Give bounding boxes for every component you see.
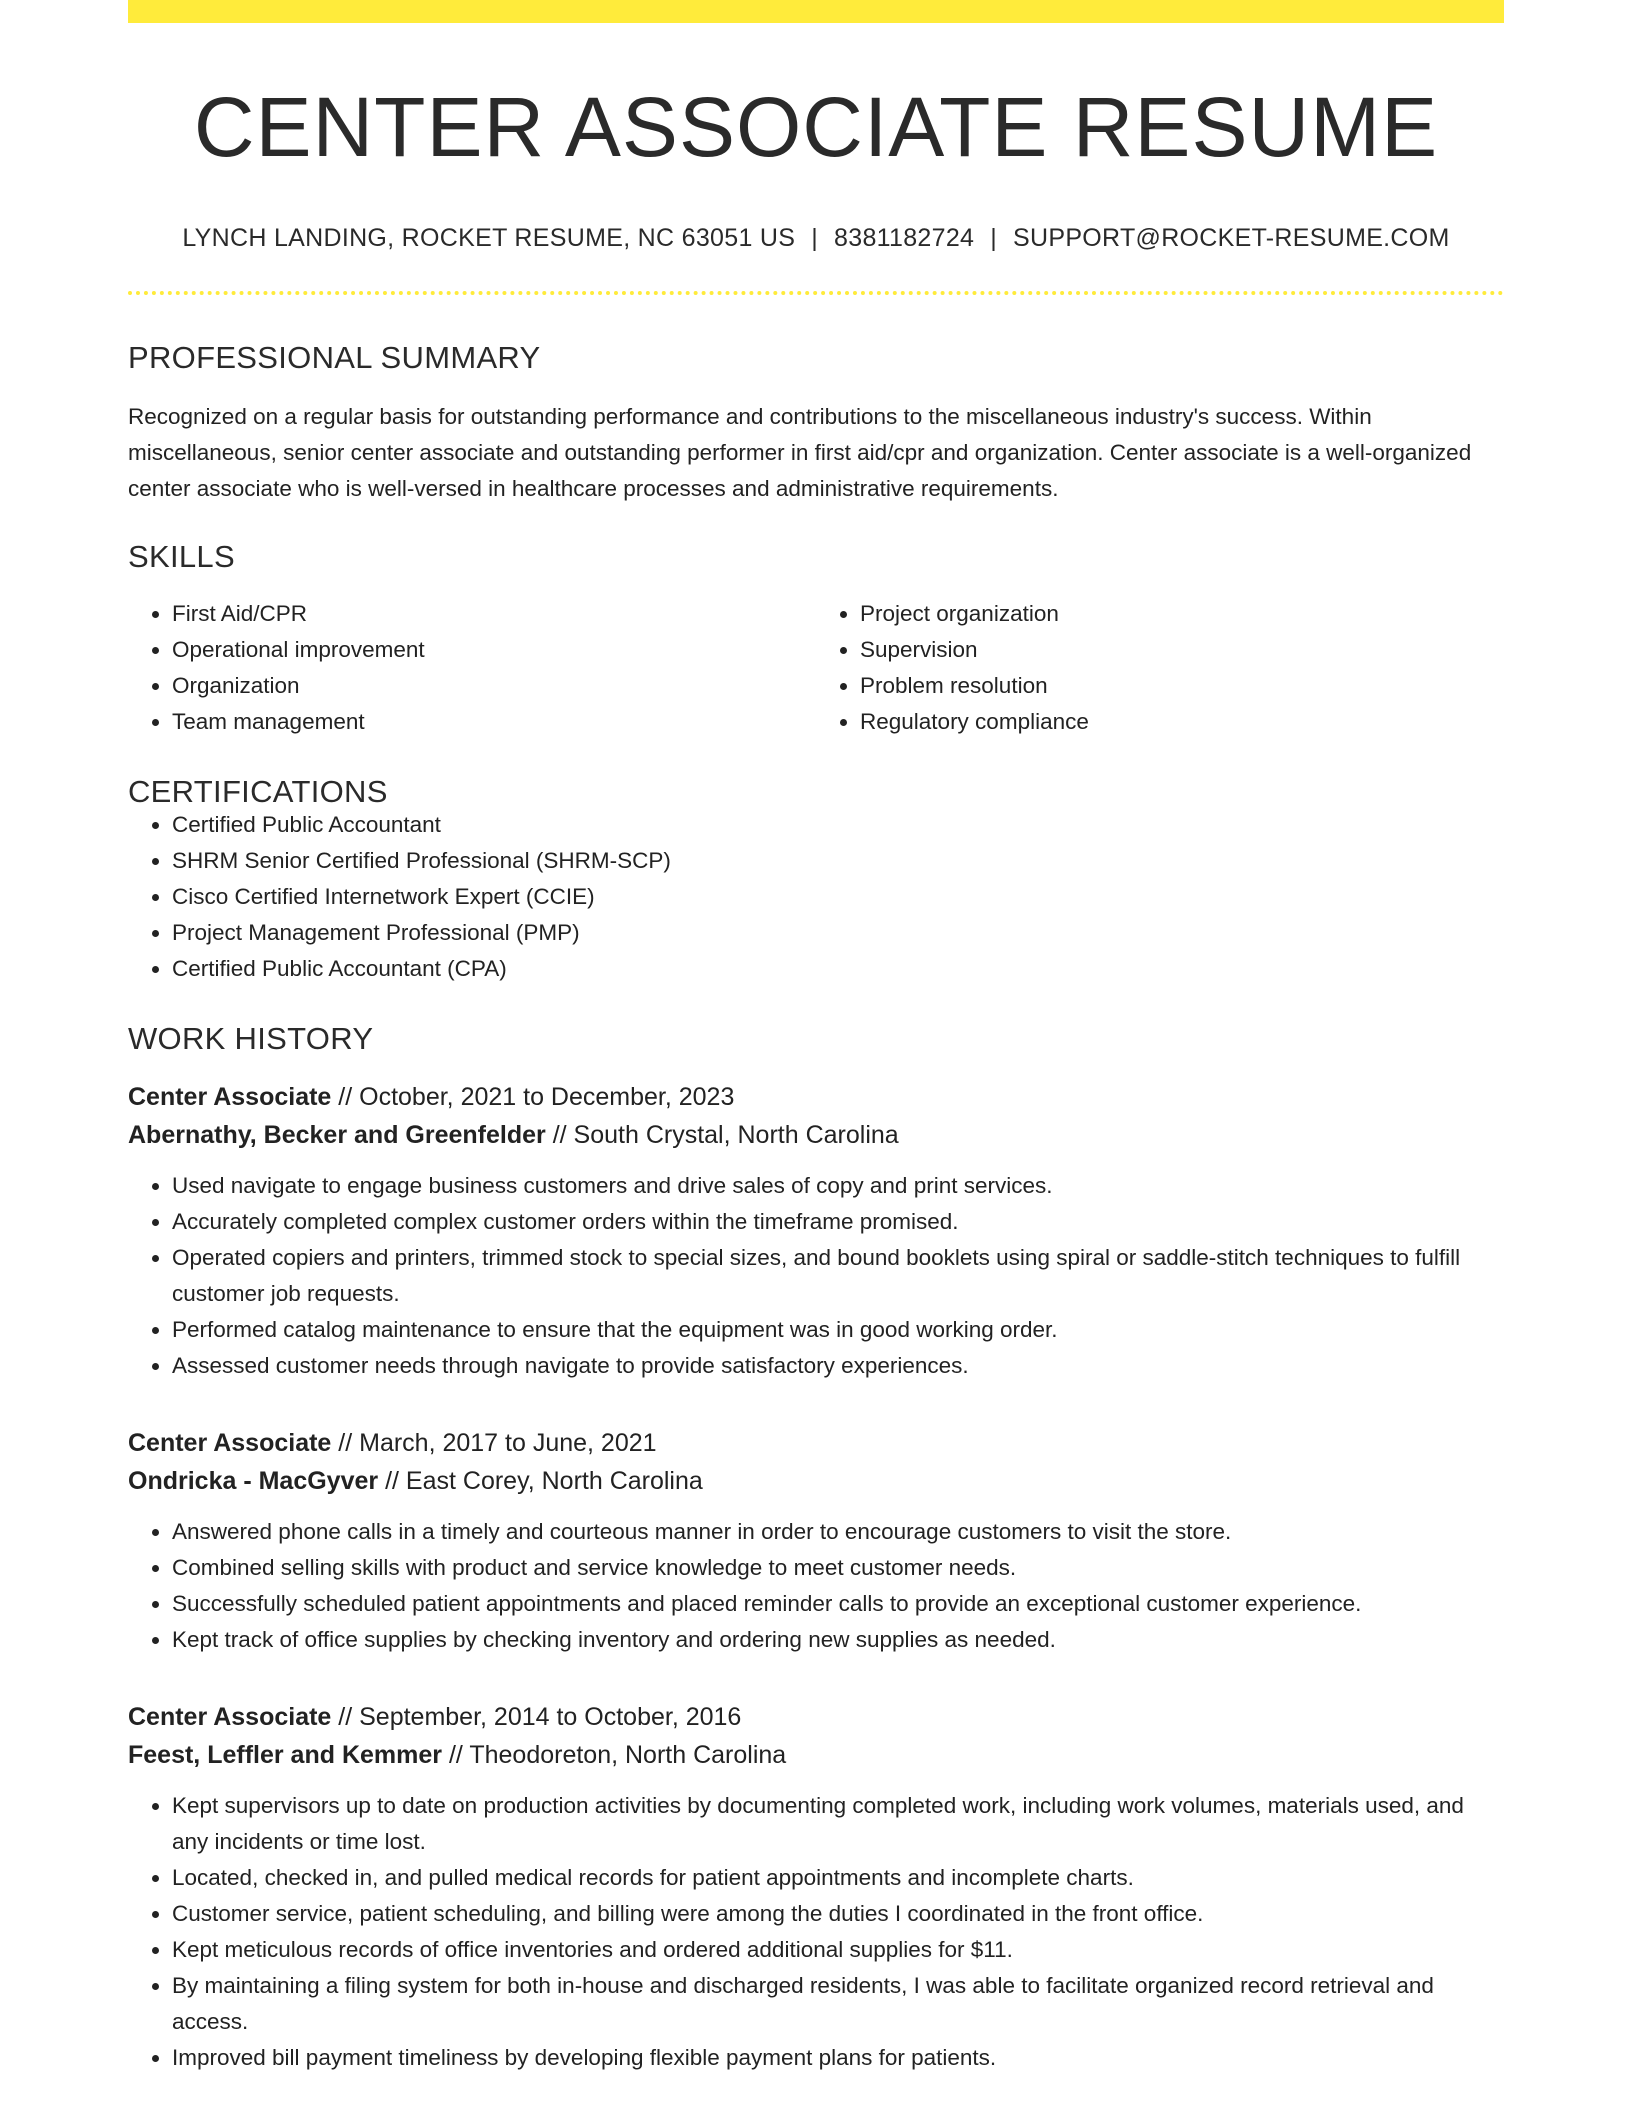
certifications-heading: CERTIFICATIONS: [128, 774, 388, 809]
skills-heading: SKILLS: [128, 539, 235, 574]
job-duty-item: • Located, checked in, and pulled medical records for patient appointments and incomplete charts.: [172, 1860, 1504, 1896]
skill-item: • First Aid/CPR: [172, 596, 816, 632]
job-entry: [128, 1078, 1504, 1384]
job-duty-item: • Successfully scheduled patient appointments and placed reminder calls to provide an exceptional customer experience.: [172, 1586, 1504, 1622]
job-duty-item: • Improved bill payment timeliness by developing flexible payment plans for patients.: [172, 2040, 1504, 2076]
job-company: Ondricka - MacGyver: [128, 1467, 379, 1495]
job-title-line: [128, 1698, 1504, 1736]
job-role: Center Associate: [128, 1083, 332, 1111]
job-duty-item: • Accurately completed complex customer orders within the timeframe promised.: [172, 1204, 1504, 1240]
certification-item: • Certified Public Accountant (CPA): [172, 951, 1504, 987]
contact-separator: |: [811, 224, 819, 252]
summary-text: Recognized on a regular basis for outstanding performance and contributions to the miscellaneous industry's success. Within miscellaneous, senior center associate and outstanding performer in first aid/cpr and organization. Center associate is a well-organized center associate who is well-versed in healthcare processes and administrative requirements.: [128, 404, 1472, 501]
job-dates: October, 2021 to December, 2023: [359, 1083, 735, 1111]
resume-page: [128, 0, 1504, 2076]
job-duties-list: [128, 1788, 1504, 2076]
contact-phone: 8381182724: [834, 224, 975, 252]
job-company-line: [128, 1462, 1504, 1500]
job-duty-item: • Kept track of office supplies by checking inventory and ordering new supplies as needed.: [172, 1622, 1504, 1658]
job-title-line: [128, 1424, 1504, 1462]
job-location: Theodoreton, North Carolina: [469, 1741, 787, 1769]
job-duty-item: • Performed catalog maintenance to ensure that the equipment was in good working order.: [172, 1312, 1504, 1348]
skill-item: • Supervision: [860, 632, 1504, 668]
skills-grid: [128, 596, 1504, 740]
certifications-list: [128, 807, 1504, 987]
job-duty-item: • Answered phone calls in a timely and courteous manner in order to encourage customers to visit the store.: [172, 1514, 1504, 1550]
job-role: Center Associate: [128, 1703, 332, 1731]
job-dates: September, 2014 to October, 2016: [359, 1703, 742, 1731]
skill-item: • Problem resolution: [860, 668, 1504, 704]
job-company: Abernathy, Becker and Greenfelder: [128, 1121, 546, 1149]
job-entry: [128, 1698, 1504, 2076]
job-separator: //: [442, 1741, 470, 1769]
certification-item: • Project Management Professional (PMP): [172, 915, 1504, 951]
contact-address: LYNCH LANDING, ROCKET RESUME, NC 63051 US: [182, 224, 796, 252]
job-role: Center Associate: [128, 1429, 332, 1457]
job-company-line: [128, 1116, 1504, 1154]
job-duties-list: [128, 1168, 1504, 1384]
job-duty-item: • Kept meticulous records of office inventories and ordered additional supplies for $11.: [172, 1932, 1504, 1968]
job-separator: //: [545, 1121, 574, 1149]
job-title-line: [128, 1078, 1504, 1116]
accent-top-bar: [128, 0, 1504, 23]
certification-item: • Cisco Certified Internetwork Expert (CCIE): [172, 879, 1504, 915]
job-company: Feest, Leffler and Kemmer: [128, 1741, 442, 1769]
job-entry: [128, 1424, 1504, 1658]
job-location: East Corey, North Carolina: [405, 1467, 703, 1495]
job-duty-item: • Customer service, patient scheduling, and billing were among the duties I coordinated in the front office.: [172, 1896, 1504, 1932]
certification-item: • SHRM Senior Certified Professional (SHRM-SCP): [172, 843, 1504, 879]
job-separator: //: [378, 1467, 406, 1495]
work-history-heading: WORK HISTORY: [128, 1021, 374, 1056]
job-location: South Crystal, North Carolina: [573, 1121, 899, 1149]
job-duty-item: • Combined selling skills with product and service knowledge to meet customer needs.: [172, 1550, 1504, 1586]
job-dates: March, 2017 to June, 2021: [359, 1429, 657, 1457]
skills-list-right: [816, 596, 1504, 740]
job-duty-item: • Operated copiers and printers, trimmed stock to special sizes, and bound booklets using spiral or saddle-stitch techniques to fulfill customer job requests.: [172, 1240, 1504, 1312]
job-duty-item: • Used navigate to engage business customers and drive sales of copy and print services.: [172, 1168, 1504, 1204]
job-separator: //: [331, 1429, 360, 1457]
skills-list-left: [128, 596, 816, 740]
summary-heading: PROFESSIONAL SUMMARY: [128, 340, 541, 375]
job-duty-item: • Assessed customer needs through navigate to provide satisfactory experiences.: [172, 1348, 1504, 1384]
job-duty-item: • Kept supervisors up to date on production activities by documenting completed work, including work volumes, materials used, and any incidents or time lost.: [172, 1788, 1504, 1860]
resume-title: CENTER ASSOCIATE RESUME: [193, 80, 1439, 174]
contact-line: [128, 226, 1504, 251]
certification-item: • Certified Public Accountant: [172, 807, 1504, 843]
dotted-divider: [128, 291, 1504, 295]
job-separator: //: [331, 1703, 360, 1731]
skill-item: • Regulatory compliance: [860, 704, 1504, 740]
skill-item: • Team management: [172, 704, 816, 740]
skill-item: • Project organization: [860, 596, 1504, 632]
skill-item: • Organization: [172, 668, 816, 704]
work-history-list: [128, 1078, 1504, 2076]
contact-separator: |: [990, 224, 998, 252]
job-duty-item: • By maintaining a filing system for both in-house and discharged residents, I was able to facilitate organized record retrieval and access.: [172, 1968, 1504, 2040]
job-duties-list: [128, 1514, 1504, 1658]
job-company-line: [128, 1736, 1504, 1774]
contact-email: SUPPORT@ROCKET-RESUME.COM: [1013, 224, 1450, 252]
skill-item: • Operational improvement: [172, 632, 816, 668]
job-separator: //: [331, 1083, 360, 1111]
